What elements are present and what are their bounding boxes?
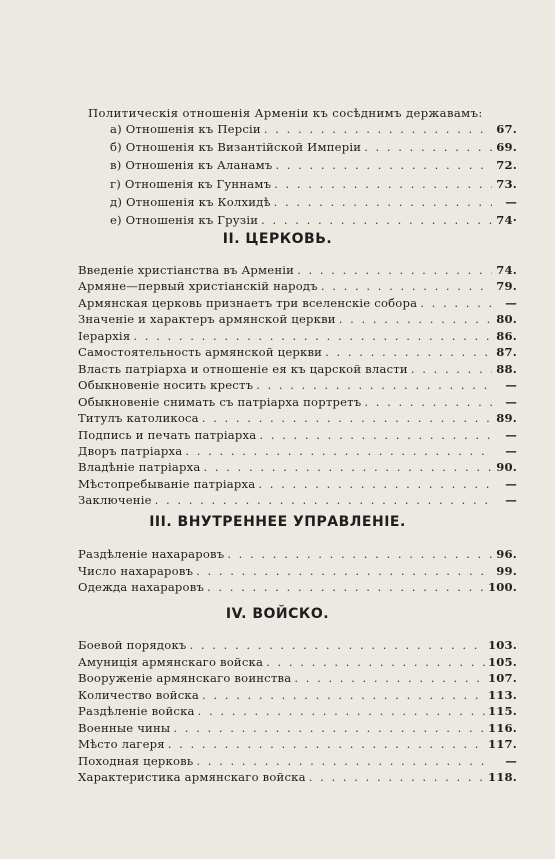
section-heading-internal: III. ВНУТРЕННЕЕ УПРАВЛЕНІЕ. bbox=[149, 514, 406, 530]
toc-entry-page-number: — bbox=[505, 493, 517, 508]
dot-leader bbox=[168, 736, 485, 752]
dot-leader bbox=[259, 427, 492, 443]
dot-leader bbox=[198, 703, 485, 719]
toc-entry bbox=[78, 687, 517, 703]
dot-leader bbox=[264, 121, 492, 137]
toc-entry bbox=[78, 476, 517, 492]
toc-entry-page-number: 117. bbox=[487, 737, 517, 751]
dot-leader bbox=[275, 157, 492, 173]
dot-leader bbox=[266, 654, 485, 670]
toc-entry-page-number: 118. bbox=[487, 770, 517, 784]
toc-entry bbox=[110, 121, 517, 137]
toc-entry bbox=[78, 328, 517, 344]
dot-leader bbox=[258, 476, 492, 492]
toc-entry bbox=[110, 212, 517, 228]
toc-entry-label: а) Отношенія къ Персіи bbox=[110, 122, 261, 136]
toc-entry bbox=[78, 492, 517, 508]
toc-entry-page-number: 96. bbox=[496, 547, 517, 561]
toc-entry bbox=[78, 278, 517, 294]
toc-entry-page-number: 105. bbox=[487, 654, 517, 669]
toc-entry-page-number: 67. bbox=[496, 122, 517, 136]
toc-entry-label: Мѣстопребываніе патріарха bbox=[78, 476, 256, 491]
toc-entry-page-number: — bbox=[505, 378, 517, 393]
toc-entry-label: Амуниція армянскаго войска bbox=[78, 654, 264, 669]
toc-entry-label: Власть патріарха и отношеніе ея къ царской власти bbox=[78, 361, 408, 376]
toc-entry-label: Характеристика армянскаго войска bbox=[78, 770, 306, 784]
political-relations-intro: Политическія отношенія Арменіи къ сосѣднимъ державамъ: bbox=[88, 106, 483, 120]
toc-entry bbox=[78, 295, 517, 311]
toc-entry-label: Мѣсто лагеря bbox=[78, 737, 165, 751]
toc-entry bbox=[78, 654, 517, 670]
toc-entry-page-number: 100. bbox=[487, 580, 517, 594]
toc-entry-page-number: 103. bbox=[487, 638, 517, 652]
toc-entry-label: Обыкновеніе снимать съ патріарха портретъ bbox=[78, 394, 362, 409]
dot-leader bbox=[309, 769, 485, 785]
toc-entry bbox=[78, 410, 517, 426]
toc-entry-page-number: — bbox=[505, 427, 517, 442]
toc-entry-page-number: 80. bbox=[496, 312, 517, 327]
toc-entry bbox=[78, 720, 517, 736]
toc-entry bbox=[110, 176, 517, 192]
toc-entry-label: Число нахараровъ bbox=[78, 563, 194, 578]
toc-entry-page-number: — bbox=[505, 476, 517, 491]
toc-entry-page-number: 72. bbox=[496, 158, 517, 173]
toc-entry-page-number: — bbox=[505, 194, 517, 209]
toc-entry bbox=[78, 670, 517, 686]
toc-entry-label: Титулъ католикоса bbox=[78, 411, 199, 426]
toc-entry bbox=[78, 546, 517, 562]
toc-entry bbox=[78, 637, 517, 653]
dot-leader bbox=[203, 459, 492, 475]
toc-entry-page-number: 107. bbox=[487, 671, 517, 685]
toc-entry bbox=[78, 579, 517, 595]
toc-entry-label: Вооруженіе армянскаго воинства bbox=[78, 671, 292, 685]
toc-entry-page-number: — bbox=[505, 394, 517, 409]
dot-leader bbox=[339, 311, 492, 327]
dot-leader bbox=[325, 344, 492, 360]
toc-entry-label: Іерархія bbox=[78, 328, 131, 343]
toc-entry-label: Дворъ патріарха bbox=[78, 443, 183, 458]
toc-entry-label: Военные чины bbox=[78, 720, 171, 735]
dot-leader bbox=[202, 410, 492, 426]
toc-entry bbox=[78, 443, 517, 459]
toc-entry bbox=[78, 262, 517, 278]
toc-entry bbox=[78, 703, 517, 719]
dot-leader bbox=[185, 443, 492, 459]
toc-entry-label: б) Отношенія къ Византійской Имперіи bbox=[110, 140, 362, 155]
toc-entry-page-number: 115. bbox=[487, 704, 517, 718]
toc-entry bbox=[78, 311, 517, 327]
dot-leader bbox=[294, 670, 485, 686]
toc-entry bbox=[78, 736, 517, 752]
toc-entry-label: д) Отношенія къ Колхидѣ bbox=[110, 194, 271, 209]
dot-leader bbox=[196, 563, 492, 579]
toc-entry bbox=[78, 753, 517, 769]
toc-entry-page-number: 86. bbox=[496, 328, 517, 343]
toc-entry-page-number: 79. bbox=[496, 279, 517, 294]
dot-leader bbox=[207, 579, 485, 595]
toc-entry-label: Армянская церковь признаетъ три вселенскіе собора bbox=[78, 295, 418, 310]
toc-entry-page-number: 116. bbox=[487, 720, 517, 735]
toc-entry-label: Обыкновеніе носить крестъ bbox=[78, 378, 254, 393]
toc-entry-label: Армяне—первый христіанскій народъ bbox=[78, 279, 318, 294]
toc-entry bbox=[78, 563, 517, 579]
dot-leader bbox=[196, 753, 492, 769]
toc-entry-page-number: 90. bbox=[496, 460, 517, 475]
toc-entry-label: Значеніе и характеръ армянской церкви bbox=[78, 312, 336, 327]
toc-entry-page-number: 74. bbox=[496, 263, 517, 277]
dot-leader bbox=[364, 394, 492, 410]
dot-leader bbox=[189, 637, 484, 653]
toc-entry-page-number: 74· bbox=[496, 213, 517, 227]
toc-entry-label: Заключеніе bbox=[78, 493, 152, 508]
toc-entry-label: Боевой порядокъ bbox=[78, 638, 187, 652]
toc-entry-label: е) Отношенія къ Грузіи bbox=[110, 213, 259, 227]
dot-leader bbox=[321, 278, 492, 294]
dot-leader bbox=[173, 720, 485, 736]
dot-leader bbox=[297, 262, 492, 278]
toc-entry bbox=[78, 459, 517, 475]
toc-entry-page-number: 87. bbox=[496, 345, 517, 360]
toc-entry-page-number: 113. bbox=[487, 687, 517, 702]
toc-entry-label: Походная церковь bbox=[78, 753, 194, 768]
dot-leader bbox=[256, 377, 492, 393]
dot-leader bbox=[274, 194, 492, 210]
toc-entry bbox=[78, 427, 517, 443]
toc-entry-label: г) Отношенія къ Гуннамъ bbox=[110, 176, 272, 191]
dot-leader bbox=[133, 328, 492, 344]
dot-leader bbox=[155, 492, 492, 508]
toc-entry-page-number: 89. bbox=[496, 411, 517, 426]
toc-entry-label: Количество войска bbox=[78, 687, 199, 702]
toc-entry-page-number: 73. bbox=[496, 176, 517, 191]
dot-leader bbox=[227, 546, 492, 562]
toc-entry-page-number: 88. bbox=[496, 361, 517, 376]
toc-entry-label: Введеніе христіанства въ Арменіи bbox=[78, 263, 295, 277]
toc-entry-label: Владѣніе патріарха bbox=[78, 460, 201, 475]
dot-leader bbox=[364, 139, 492, 155]
toc-entry bbox=[78, 769, 517, 785]
section-heading-church: II. ЦЕРКОВЬ. bbox=[222, 231, 333, 247]
toc-entry-page-number: — bbox=[505, 443, 517, 458]
toc-entry-label: Самостоятельность армянской церкви bbox=[78, 345, 323, 360]
toc-entry bbox=[78, 361, 517, 377]
toc-entry bbox=[78, 344, 517, 360]
toc-entry bbox=[110, 194, 517, 210]
toc-entry-page-number: — bbox=[505, 295, 517, 310]
dot-leader bbox=[411, 361, 492, 377]
section-heading-army: IV. ВОЙСКО. bbox=[225, 606, 330, 622]
toc-entry-label: Одежда нахараровъ bbox=[78, 580, 205, 594]
dot-leader bbox=[274, 176, 492, 192]
toc-entry-label: в) Отношенія къ Аланамъ bbox=[110, 158, 273, 173]
toc-entry-page-number: — bbox=[505, 753, 517, 768]
toc-entry-label: Подпись и печать патріарха bbox=[78, 427, 257, 442]
toc-entry-page-number: 69. bbox=[496, 140, 517, 155]
toc-entry-label: Раздѣленіе войска bbox=[78, 704, 195, 718]
toc-entry bbox=[110, 139, 517, 155]
toc-entry bbox=[110, 157, 517, 173]
toc-entry bbox=[78, 377, 517, 393]
dot-leader bbox=[420, 295, 492, 311]
toc-entry-page-number: 99. bbox=[496, 563, 517, 578]
dot-leader bbox=[261, 212, 492, 228]
toc-entry-label: Раздѣленіе нахараровъ bbox=[78, 547, 225, 561]
toc-entry bbox=[78, 394, 517, 410]
dot-leader bbox=[202, 687, 485, 703]
